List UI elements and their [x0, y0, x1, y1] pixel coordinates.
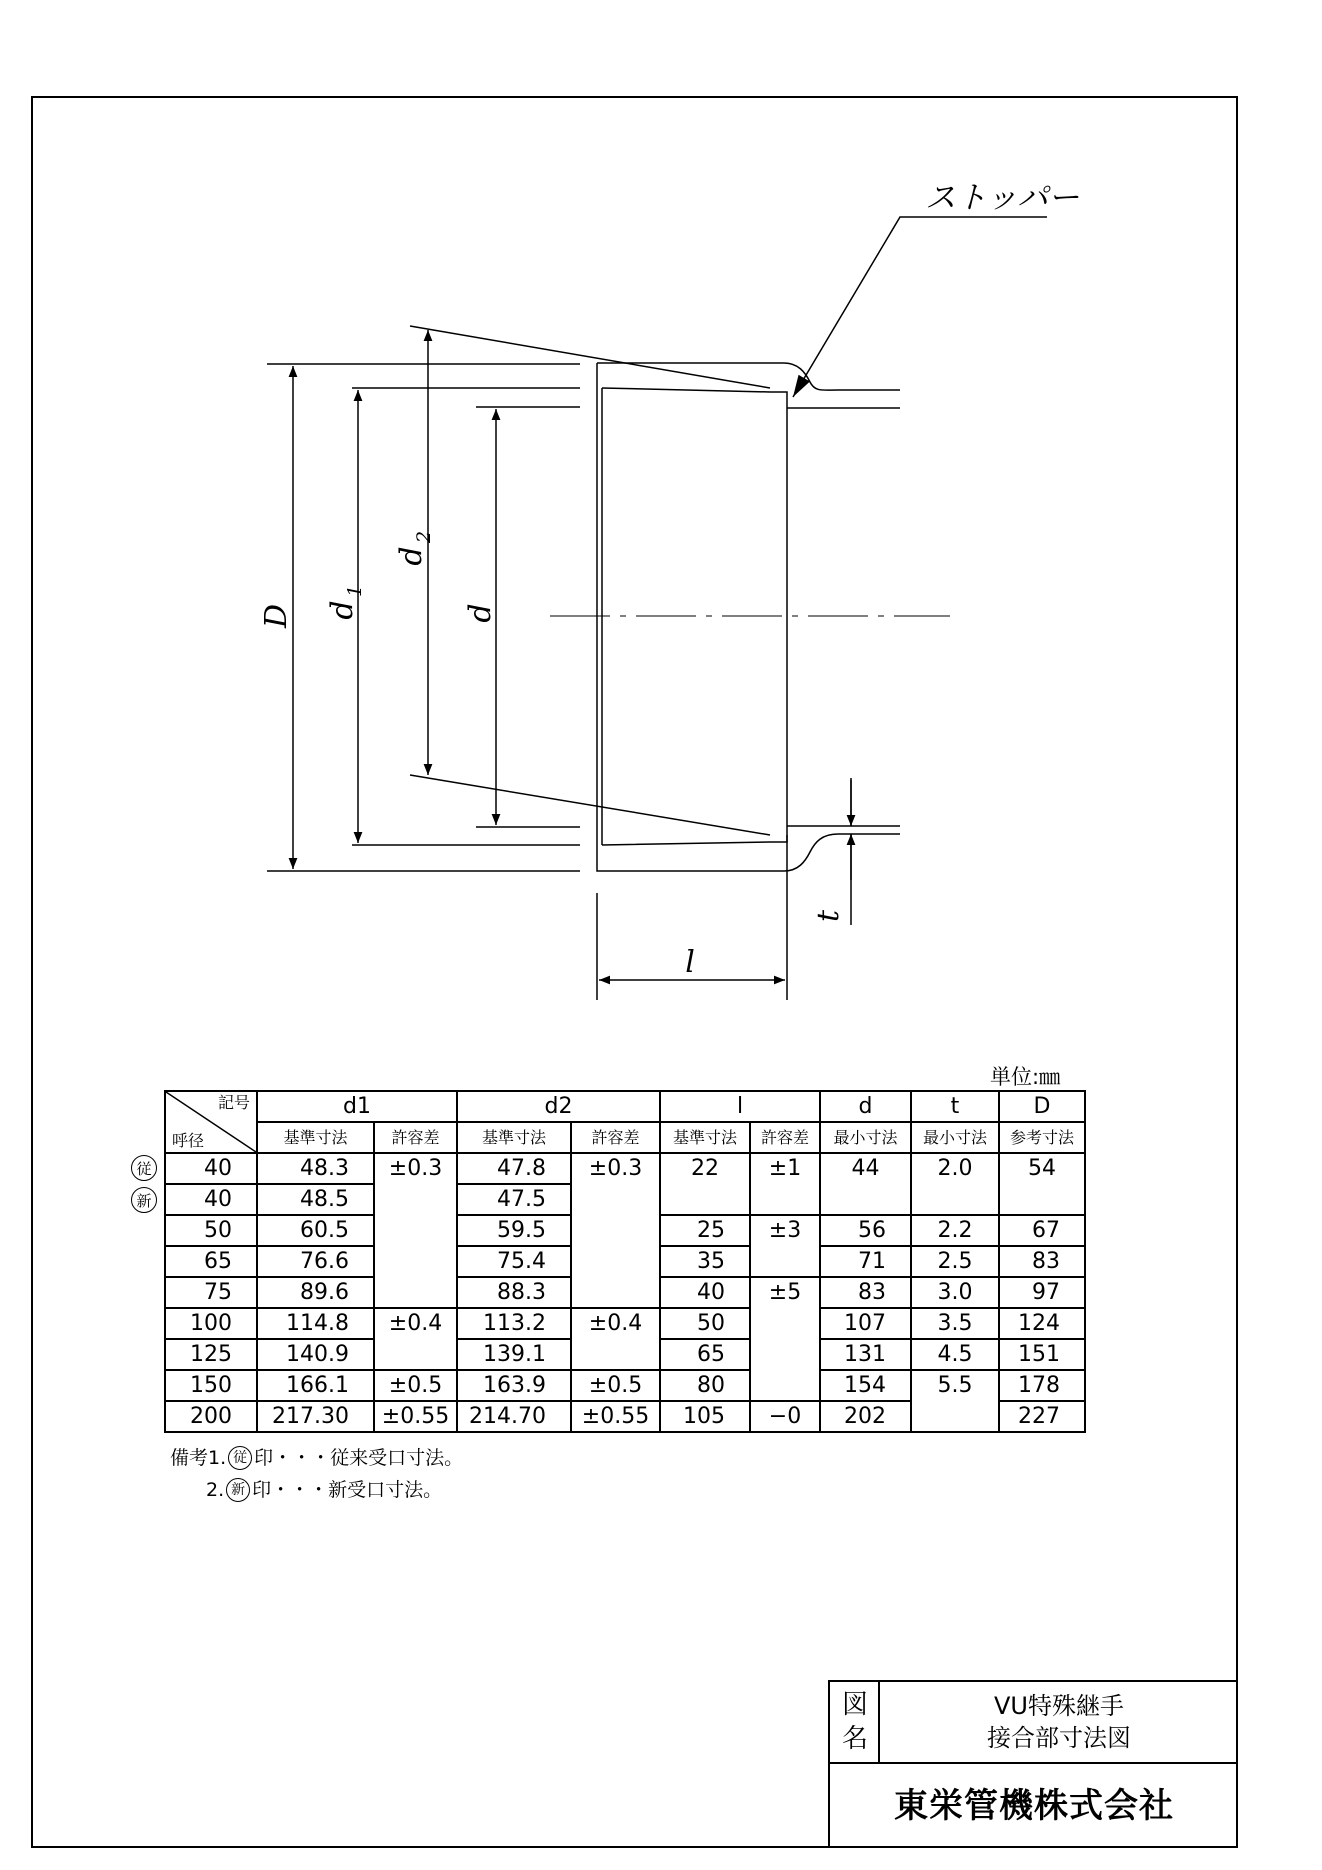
- table-row: 40 48.5 47.5: [165, 1184, 1085, 1215]
- title-block-label: 図名: [830, 1682, 880, 1764]
- label-d: d: [463, 603, 498, 623]
- label-t: t: [811, 909, 846, 923]
- company-name: 東栄管機株式会社: [894, 1786, 1174, 1826]
- table-row: 125 140.9 139.1 65 131 4.5 151: [165, 1339, 1085, 1370]
- table-row: 75 89.6 88.3 40 ±5 83 3.0 97: [165, 1277, 1085, 1308]
- sub-d1-base: 基準寸法: [257, 1122, 374, 1153]
- header-corner: 記号 呼径: [165, 1091, 257, 1153]
- table-row: 150 166.1 ±0.5 163.9 ±0.5 80 154 5.5 178: [165, 1370, 1085, 1401]
- remark-2: 2. 新 印・・・新受口寸法。: [206, 1479, 443, 1501]
- sub-D-ref: 参考寸法: [999, 1122, 1085, 1153]
- sub-l-base: 基準寸法: [660, 1122, 750, 1153]
- sub-d2-base: 基準寸法: [457, 1122, 571, 1153]
- unit-label: 単位:㎜: [990, 1065, 1061, 1089]
- old-mark-icon: 従: [228, 1446, 252, 1470]
- svg-text:1: 1: [344, 584, 366, 597]
- header-t: t: [911, 1091, 999, 1122]
- table-row: 100 114.8 ±0.4 113.2 ±0.4 50 107 3.5 124: [165, 1308, 1085, 1339]
- header-d2: d2: [457, 1091, 660, 1122]
- table-row: 200 217.30 ±0.55 214.70 ±0.55 105 −0 202 227: [165, 1401, 1085, 1432]
- table-row: 40 48.3 ±0.3 47.8 ±0.3 22 ±1 44 2.0 54: [165, 1153, 1085, 1184]
- sub-d-min: 最小寸法: [820, 1122, 911, 1153]
- label-l: l: [685, 945, 695, 980]
- sub-t-min: 最小寸法: [911, 1122, 999, 1153]
- table-row: 50 60.5 59.5 25 ±3 56 2.2 67: [165, 1215, 1085, 1246]
- taper-line: [410, 326, 770, 388]
- label-d1: [325, 585, 366, 620]
- label-D: D: [259, 603, 294, 629]
- sub-l-tol: 許容差: [750, 1122, 820, 1153]
- label-d2: [394, 531, 435, 566]
- svg-text:2: 2: [413, 530, 435, 543]
- header-d1: d1: [257, 1091, 457, 1122]
- svg-text:d: d: [394, 546, 429, 566]
- header-d: d: [820, 1091, 911, 1122]
- header-l: l: [660, 1091, 820, 1122]
- dimension-table: [164, 1090, 1086, 1433]
- title-block: [828, 1680, 1238, 1848]
- remarks: [170, 1442, 463, 1506]
- sub-d2-tol: 許容差: [571, 1122, 660, 1153]
- remark-1: 備考1. 従 印・・・従来受口寸法。: [170, 1447, 464, 1469]
- new-mark-badge: 新: [131, 1187, 157, 1213]
- new-mark-icon: 新: [226, 1478, 250, 1502]
- svg-text:d: d: [325, 600, 360, 620]
- sub-d1-tol: 許容差: [374, 1122, 457, 1153]
- header-D: D: [999, 1091, 1085, 1122]
- table-row: 65 76.6 75.4 35 71 2.5 83: [165, 1246, 1085, 1277]
- socket-outline: [597, 363, 900, 871]
- stopper-label: ストッパー: [925, 180, 1080, 216]
- drawing-name: VU特殊継手 接合部寸法図: [880, 1682, 1238, 1764]
- old-mark-badge: 従: [131, 1155, 157, 1181]
